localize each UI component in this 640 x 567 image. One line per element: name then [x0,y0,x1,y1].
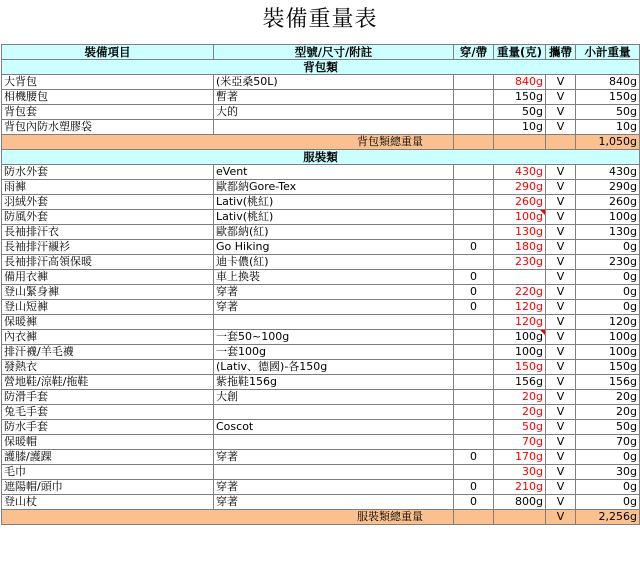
spec-cell[interactable]: 穿著 [214,480,454,495]
wear-cell[interactable] [454,435,494,450]
wear-cell[interactable]: 0 [454,495,494,510]
total-weight-cell [494,510,546,525]
subtotal-cell[interactable]: 840g [576,75,640,90]
table-row [2,330,640,345]
header-row [2,45,640,60]
item-cell[interactable]: 保暖褲 [2,315,214,330]
weight-cell[interactable] [494,270,546,285]
wear-cell[interactable] [454,165,494,180]
carry-cell[interactable]: V [546,300,576,315]
carry-cell[interactable]: V [546,405,576,420]
item-cell[interactable]: 排汗襪/羊毛襪 [2,345,214,360]
subtotal-cell[interactable]: 430g [576,165,640,180]
wear-cell[interactable] [454,315,494,330]
header-weight: 重量(克) [494,45,546,60]
carry-cell[interactable]: V [546,435,576,450]
weight-cell[interactable]: 120g [494,300,546,315]
weight-cell[interactable]: 170g [494,450,546,465]
carry-cell[interactable]: V [546,480,576,495]
weight-cell[interactable]: 120g [494,315,546,330]
item-cell[interactable]: 長袖排汗高領保暖 [2,255,214,270]
item-cell[interactable]: 大背包 [2,75,214,90]
spec-cell[interactable]: (Lativ、德國)-各150g [214,360,454,375]
spec-cell[interactable]: 穿著 [214,300,454,315]
weight-cell[interactable]: 20g [494,405,546,420]
table-row [2,405,640,420]
weight-cell[interactable]: 150g [494,90,546,105]
subtotal-cell[interactable]: 230g [576,255,640,270]
table-row [2,195,640,210]
total-carry-cell [546,135,576,150]
total-wear-cell [454,510,494,525]
subtotal-cell[interactable]: 0g [576,285,640,300]
spec-cell[interactable]: 穿著 [214,450,454,465]
weight-cell[interactable]: 220g [494,285,546,300]
weight-cell[interactable]: 156g [494,375,546,390]
table-row [2,345,640,360]
weight-cell[interactable]: 100g [494,345,546,360]
section-title: 背包類 [2,60,640,75]
carry-cell[interactable]: V [546,210,576,225]
table-row [2,495,640,510]
section-total-label: 背包類總重量 [2,135,454,150]
wear-cell[interactable] [454,105,494,120]
item-cell[interactable]: 登山緊身褲 [2,285,214,300]
table-row [2,450,640,465]
section-header [2,60,640,75]
section-header [2,150,640,165]
carry-cell[interactable]: V [546,390,576,405]
carry-cell[interactable]: V [546,180,576,195]
item-cell[interactable]: 相機腰包 [2,90,214,105]
table-row [2,90,640,105]
subtotal-cell[interactable]: 0g [576,495,640,510]
gear-weight-table [1,44,640,525]
item-cell[interactable]: 登山杖 [2,495,214,510]
subtotal-cell[interactable]: 0g [576,480,640,495]
table-row [2,270,640,285]
section-total-row [2,135,640,150]
weight-cell[interactable]: 30g [494,465,546,480]
subtotal-cell[interactable]: 100g [576,210,640,225]
carry-cell[interactable]: V [546,225,576,240]
subtotal-cell[interactable]: 0g [576,240,640,255]
carry-cell[interactable]: V [546,270,576,285]
item-cell[interactable]: 防滑手套 [2,390,214,405]
wear-cell[interactable]: 0 [454,285,494,300]
subtotal-cell[interactable]: 290g [576,180,640,195]
wear-cell[interactable] [454,345,494,360]
table-row [2,210,640,225]
table-row [2,225,640,240]
table-body [2,60,640,525]
weight-cell[interactable]: 840g [494,75,546,90]
spec-cell[interactable]: 歐都納Gore-Tex [214,180,454,195]
header-wear: 穿/帶 [454,45,494,60]
subtotal-cell[interactable]: 100g [576,345,640,360]
wear-cell[interactable] [454,195,494,210]
total-weight-cell [494,135,546,150]
spec-cell[interactable] [214,315,454,330]
table-row [2,240,640,255]
wear-cell[interactable]: 0 [454,300,494,315]
item-cell[interactable]: 防水手套 [2,420,214,435]
item-cell[interactable]: 保暖帽 [2,435,214,450]
item-cell[interactable]: 雨褲 [2,180,214,195]
weight-cell[interactable]: 210g [494,480,546,495]
wear-cell[interactable] [454,255,494,270]
table-row [2,180,640,195]
section-title: 服裝類 [2,150,640,165]
spec-cell[interactable] [214,405,454,420]
item-cell[interactable]: 發熱衣 [2,360,214,375]
section-total-value: 2,256g [576,510,640,525]
subtotal-cell[interactable]: 0g [576,450,640,465]
item-cell[interactable]: 營地鞋/涼鞋/拖鞋 [2,375,214,390]
table-row [2,465,640,480]
spec-cell[interactable]: 一套50~100g [214,330,454,345]
total-wear-cell [454,135,494,150]
subtotal-cell[interactable]: 120g [576,315,640,330]
weight-cell[interactable]: 100g [494,330,546,345]
subtotal-cell[interactable]: 156g [576,375,640,390]
weight-cell[interactable]: 70g [494,435,546,450]
carry-cell[interactable]: V [546,105,576,120]
item-cell[interactable]: 護膝/護踝 [2,450,214,465]
item-cell[interactable]: 內衣褲 [2,330,214,345]
item-cell[interactable]: 長袖排汗襯衫 [2,240,214,255]
spec-cell[interactable]: eVent [214,165,454,180]
wear-cell[interactable] [454,210,494,225]
item-cell[interactable]: 背包套 [2,105,214,120]
carry-cell[interactable]: V [546,165,576,180]
header-carry: 攜帶 [546,45,576,60]
subtotal-cell[interactable]: 150g [576,360,640,375]
wear-cell[interactable]: 0 [454,450,494,465]
section-total-row [2,510,640,525]
header-subtotal: 小計重量 [576,45,640,60]
carry-cell[interactable]: V [546,195,576,210]
carry-cell[interactable]: V [546,120,576,135]
table-row [2,75,640,90]
table-row [2,480,640,495]
spec-cell[interactable]: 大創 [214,390,454,405]
item-cell[interactable]: 羽絨外套 [2,195,214,210]
table-row [2,315,640,330]
table-row [2,390,640,405]
table-row [2,285,640,300]
item-cell[interactable]: 遮陽帽/頭巾 [2,480,214,495]
weight-cell[interactable]: 260g [494,195,546,210]
table-row [2,435,640,450]
weight-cell[interactable]: 290g [494,180,546,195]
weight-cell[interactable]: 50g [494,105,546,120]
carry-cell[interactable]: V [546,315,576,330]
subtotal-cell[interactable]: 0g [576,300,640,315]
page-title: 裝備重量表 [262,7,378,32]
item-cell[interactable]: 防水外套 [2,165,214,180]
table-row [2,255,640,270]
wear-cell[interactable] [454,180,494,195]
weight-cell[interactable]: 800g [494,495,546,510]
wear-cell[interactable]: 0 [454,270,494,285]
table-row [2,165,640,180]
table-row [2,120,640,135]
subtotal-cell[interactable]: 70g [576,435,640,450]
carry-cell[interactable]: V [546,75,576,90]
wear-cell[interactable] [454,75,494,90]
spec-cell[interactable]: 大的 [214,105,454,120]
total-carry-cell: V [546,510,576,525]
table-row [2,300,640,315]
spec-cell[interactable]: 車上換裝 [214,270,454,285]
spec-cell[interactable]: 迪卡儂(紅) [214,255,454,270]
spec-cell[interactable]: 歐都納(紅) [214,225,454,240]
wear-cell[interactable] [454,360,494,375]
section-total-value: 1,050g [576,135,640,150]
subtotal-cell[interactable]: 260g [576,195,640,210]
weight-cell[interactable]: 10g [494,120,546,135]
spec-cell[interactable]: Lativ(桃紅) [214,195,454,210]
carry-cell[interactable]: V [546,360,576,375]
wear-cell[interactable] [454,225,494,240]
spec-cell[interactable]: 穿著 [214,285,454,300]
spec-cell[interactable]: Lativ(桃紅) [214,210,454,225]
carry-cell[interactable]: V [546,465,576,480]
item-cell[interactable]: 備用衣褲 [2,270,214,285]
weight-cell[interactable]: 150g [494,360,546,375]
weight-cell[interactable]: 50g [494,420,546,435]
carry-cell[interactable]: V [546,330,576,345]
carry-cell[interactable]: V [546,495,576,510]
wear-cell[interactable] [454,90,494,105]
table-row [2,375,640,390]
table-row [2,420,640,435]
wear-cell[interactable] [454,375,494,390]
subtotal-cell[interactable]: 130g [576,225,640,240]
carry-cell[interactable]: V [546,255,576,270]
spec-cell[interactable]: (米亞桑50L) [214,75,454,90]
subtotal-cell[interactable]: 10g [576,120,640,135]
weight-cell[interactable]: 230g [494,255,546,270]
header-spec: 型號/尺寸/附註 [214,45,454,60]
item-cell[interactable]: 毛巾 [2,465,214,480]
wear-cell[interactable]: 0 [454,240,494,255]
weight-cell[interactable]: 130g [494,225,546,240]
spec-cell[interactable]: 暫著 [214,90,454,105]
subtotal-cell[interactable]: 150g [576,90,640,105]
spec-cell[interactable] [214,435,454,450]
subtotal-cell[interactable]: 0g [576,270,640,285]
item-cell[interactable]: 背包內防水塑膠袋 [2,120,214,135]
weight-cell[interactable]: 100g [494,210,546,225]
subtotal-cell[interactable]: 50g [576,420,640,435]
table-row [2,360,640,375]
header-item: 裝備項目 [2,45,214,60]
spec-cell[interactable]: 一套100g [214,345,454,360]
wear-cell[interactable] [454,465,494,480]
carry-cell[interactable]: V [546,285,576,300]
subtotal-cell[interactable]: 100g [576,330,640,345]
spec-cell[interactable]: Coscot [214,420,454,435]
spec-cell[interactable] [214,120,454,135]
weight-cell[interactable]: 20g [494,390,546,405]
wear-cell[interactable] [454,330,494,345]
item-cell[interactable]: 防風外套 [2,210,214,225]
wear-cell[interactable] [454,120,494,135]
spec-cell[interactable] [214,465,454,480]
wear-cell[interactable]: 0 [454,480,494,495]
subtotal-cell[interactable]: 50g [576,105,640,120]
carry-cell[interactable]: V [546,450,576,465]
subtotal-cell[interactable]: 20g [576,390,640,405]
carry-cell[interactable]: V [546,90,576,105]
carry-cell[interactable]: V [546,345,576,360]
subtotal-cell[interactable]: 30g [576,465,640,480]
carry-cell[interactable]: V [546,240,576,255]
weight-cell[interactable]: 430g [494,165,546,180]
carry-cell[interactable]: V [546,375,576,390]
spec-cell[interactable]: 紫拖鞋156g [214,375,454,390]
spec-cell[interactable]: 穿著 [214,495,454,510]
spec-cell[interactable]: Go Hiking [214,240,454,255]
wear-cell[interactable] [454,405,494,420]
item-cell[interactable]: 長袖排汗衣 [2,225,214,240]
section-total-label: 服裝類總重量 [2,510,454,525]
weight-cell[interactable]: 180g [494,240,546,255]
item-cell[interactable]: 登山短褲 [2,300,214,315]
table-row [2,105,640,120]
carry-cell[interactable]: V [546,420,576,435]
subtotal-cell[interactable]: 20g [576,405,640,420]
item-cell[interactable]: 兔毛手套 [2,405,214,420]
wear-cell[interactable] [454,390,494,405]
wear-cell[interactable] [454,420,494,435]
